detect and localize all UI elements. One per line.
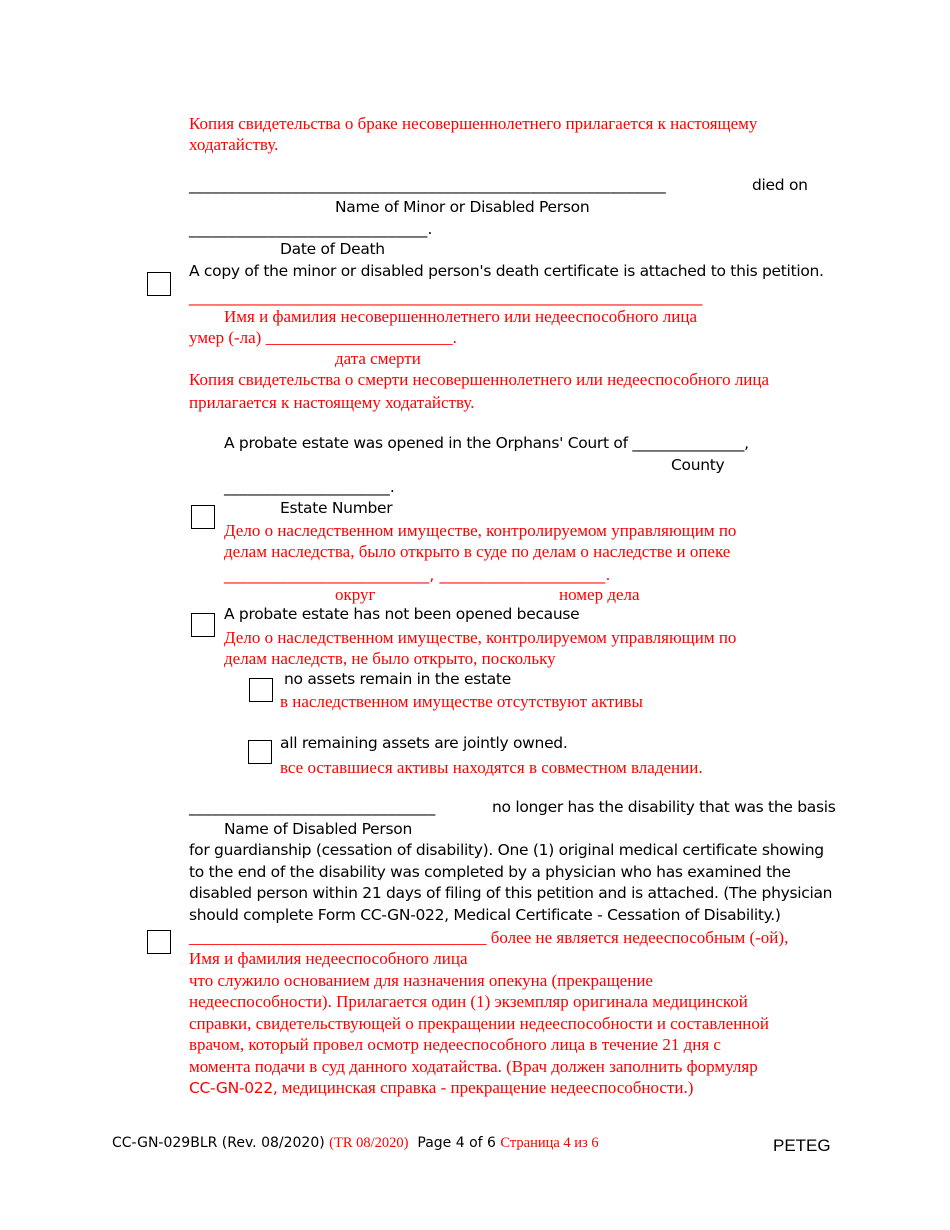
estate-number-blank[interactable]: _____________________. (224, 478, 395, 496)
cessation-en-line1: for guardianship (cessation of disability). One (1) original medical certificate showing (189, 841, 824, 859)
death-name-ru-blank[interactable]: _________________________________________________________________ (189, 288, 703, 306)
cessation-en-line4: should complete Form CC-GN-022, Medical Certificate - Cessation of Disability.) (189, 906, 781, 924)
cessation-ru-line6 (189, 1078, 693, 1098)
disabled-name-caption: Name of Disabled Person (224, 820, 412, 838)
death-date-blank[interactable]: ______________________________. (189, 220, 433, 238)
cessation-ru-line6-rest: медицинская справка - прекращение недееспособности.) (277, 1078, 694, 1097)
estate-opened-ru-line2: делам наследства, было открыто в суде по делам о наследстве и опеке (224, 542, 731, 561)
marriage-cert-ru-line1: Копия свидетельства о браке несовершеннолетнего прилагается к настоящему (189, 114, 758, 133)
page-number-ru: Страница 4 из 6 (500, 1135, 599, 1151)
death-name-ru-caption: Имя и фамилия несовершеннолетнего или недееспособного лица (224, 307, 698, 326)
county-caption: County (671, 456, 725, 474)
death-cert-ru-line2: прилагается к настоящему ходатайству. (189, 393, 475, 412)
jointly-owned-checkbox[interactable] (248, 740, 272, 764)
jointly-owned-en: all remaining assets are jointly owned. (280, 734, 568, 752)
footer-form-info (112, 1135, 599, 1152)
disabled-name-ru-caption: Имя и фамилия недееспособного лица (189, 949, 468, 968)
cessation-en-first: no longer has the disability that was the basis (492, 798, 836, 816)
estate-number-ru-caption: номер дела (559, 585, 640, 604)
estate-ru-blanks[interactable]: __________________________, _____________________. (224, 566, 611, 584)
cessation-ru-line3: справки, свидетельствующей о прекращении недееспособности и составленной (189, 1014, 769, 1033)
disabled-name-blank[interactable]: _______________________________ (189, 798, 436, 816)
footer-code: PETEG (773, 1136, 831, 1155)
death-cert-ru-line1: Копия свидетельства о смерти несовершеннолетнего или недееспособного лица (189, 370, 770, 389)
deceased-name-caption: Name of Minor or Disabled Person (335, 198, 590, 216)
county-ru-caption: округ (335, 585, 376, 604)
cessation-ru-line1: что служило основанием для назначения опекуна (прекращение (189, 971, 653, 990)
death-date-ru-caption: дата смерти (335, 349, 421, 368)
marriage-cert-ru-line2: ходатайству. (189, 135, 279, 154)
no-assets-en: no assets remain in the estate (284, 670, 511, 688)
estate-number-caption: Estate Number (280, 499, 393, 517)
death-cert-en: A copy of the minor or disabled person's death certificate is attached to this petition. (189, 262, 824, 280)
estate-not-opened-en: A probate estate has not been opened because (224, 605, 580, 623)
cessation-en-line2: to the end of the disability was completed by a physician who has examined the (189, 863, 791, 881)
no-assets-ru: в наследственном имуществе отсутствуют активы (280, 692, 643, 711)
jointly-owned-ru: все оставшиеся активы находятся в совместном владении. (280, 758, 703, 777)
deceased-name-blank[interactable]: ____________________________________________________________ (189, 176, 666, 194)
estate-opened-ru-line1: Дело о наследственном имуществе, контролируемом управляющим по (224, 521, 737, 540)
translation-revision: (TR 08/2020) (329, 1135, 409, 1151)
cessation-checkbox[interactable] (147, 930, 171, 954)
death-died-ru: умер (-ла) ______________________. (189, 328, 457, 347)
estate-opened-en: A probate estate was opened in the Orphans' Court of _______________, (224, 434, 749, 452)
died-on-label: died on (752, 176, 808, 194)
death-date-caption: Date of Death (280, 240, 385, 258)
no-assets-checkbox[interactable] (249, 678, 273, 702)
page-number: Page 4 of 6 (417, 1135, 496, 1151)
death-certificate-checkbox[interactable] (147, 272, 171, 296)
cessation-ru-line2: недееспособности). Прилагается один (1) экземпляр оригинала медицинской (189, 992, 748, 1011)
estate-not-opened-ru-line1: Дело о наследственном имуществе, контролируемом управляющим по (224, 628, 737, 647)
cessation-ru-first: ___________________________________ более не является недееспособным (-ой), (189, 928, 789, 947)
estate-not-opened-ru-line2: делам наследств, не было открыто, поскольку (224, 649, 556, 668)
cessation-ru-line5: момента подачи в суд данного ходатайства. (Врач должен заполнить формуляр (189, 1057, 758, 1076)
estate-not-opened-checkbox[interactable] (191, 613, 215, 637)
cessation-ru-line4: врачом, который провел осмотр недееспособного лица в течение 21 дня с (189, 1035, 721, 1054)
form-code-ru: CC-GN-022, (189, 1079, 278, 1097)
cessation-en-line3: disabled person within 21 days of filing of this petition and is attached. (The physician (189, 884, 833, 902)
estate-opened-checkbox[interactable] (191, 505, 215, 529)
form-number: CC-GN-029BLR (Rev. 08/2020) (112, 1135, 325, 1151)
